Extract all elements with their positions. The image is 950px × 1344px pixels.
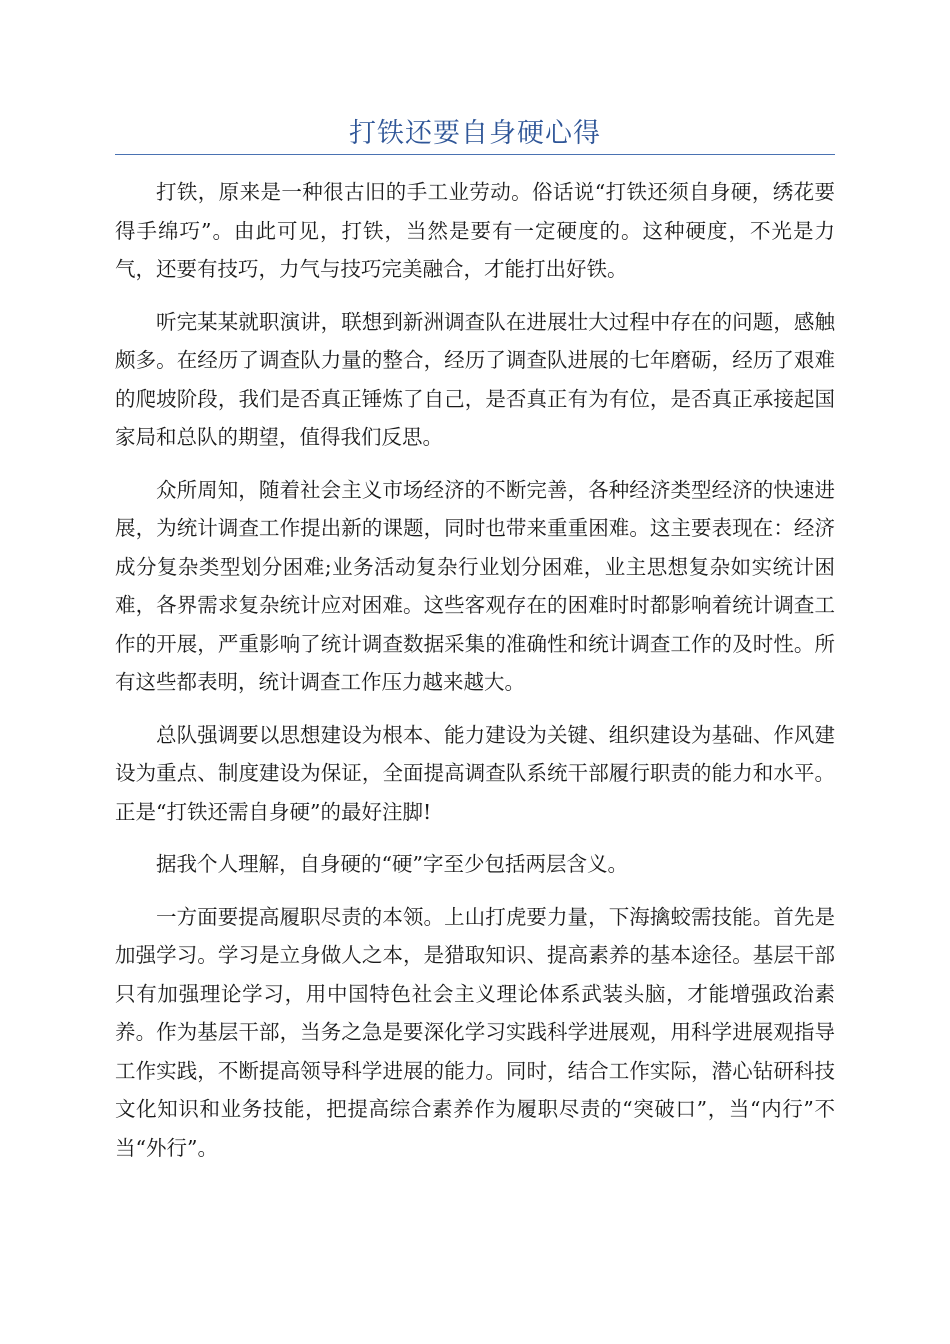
- paragraph: 众所周知，随着社会主义市场经济的不断完善，各种经济类型经济的快速进展，为统计调查工作提出新的课题，同时也带来重重困难。这主要表现在：经济成分复杂类型划分困难;业务活动复杂行业划分困难，业主思想复杂如实统计困难，各界需求复杂统计应对困难。这些客观存在的困难时时都影响着统计调查工作的开展，严重影响了统计调查数据采集的准确性和统计调查工作的及时性。所有这些都表明，统计调查工作压力越来越大。: [115, 477, 835, 694]
- paragraph: 据我个人理解，自身硬的“硬”字至少包括两层含义。: [156, 852, 628, 876]
- paragraph: 听完某某就职演讲，联想到新洲调查队在进展壮大过程中存在的问题，感触颇多。在经历了调查队力量的整合，经历了调查队进展的七年磨砺，经历了艰难的爬坡阶段，我们是否真正锤炼了自己，是否真正有为有位，是否真正承接起国家局和总队的期望，值得我们反思。: [115, 309, 835, 449]
- paragraph: 总队强调要以思想建设为根本、能力建设为关键、组织建设为基础、作风建设为重点、制度建设为保证，全面提高调查队系统干部履行职责的能力和水平。正是“打铁还需自身硬”的最好注脚!: [115, 722, 835, 824]
- document-title: 打铁还要自身硬心得: [349, 118, 601, 149]
- title-underline: [115, 154, 835, 155]
- document-body: [115, 173, 835, 1181]
- paragraph: 打铁，原来是一种很古旧的手工业劳动。俗话说“打铁还须自身硬，绣花要得手绵巧”。由此可见，打铁，当然是要有一定硬度的。这种硬度，不光是力气，还要有技巧，力气与技巧完美融合，才能打出好铁。: [115, 180, 835, 281]
- paragraph: 一方面要提高履职尽责的本领。上山打虎要力量，下海擒蛟需技能。首先是加强学习。学习是立身做人之本，是猎取知识、提高素养的基本途径。基层干部只有加强理论学习，用中国特色社会主义理论体系武装头脑，才能增强政治素养。作为基层干部，当务之急是要深化学习实践科学进展观，用科学进展观指导工作实践，不断提高领导科学进展的能力。同时，结合工作实际，潜心钻研科技文化知识和业务技能，把提高综合素养作为履职尽责的“突破口”，当“内行”不当“外行”。: [115, 904, 835, 1160]
